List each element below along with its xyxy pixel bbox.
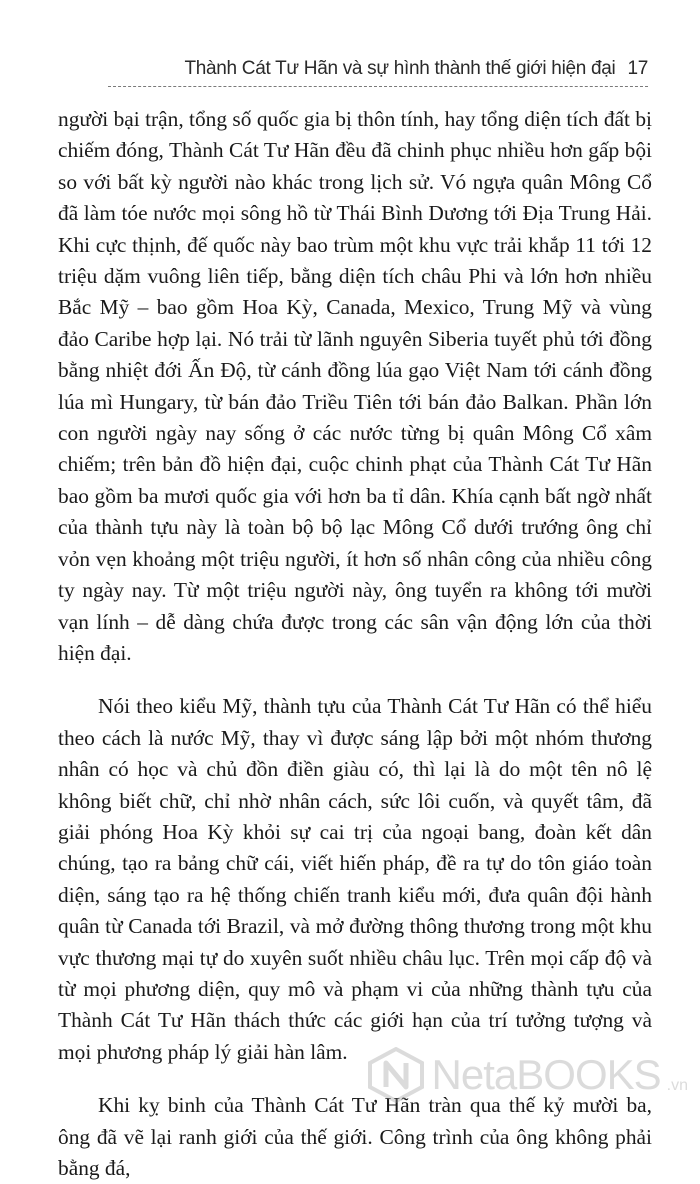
header-divider xyxy=(108,86,648,87)
watermark-brand: NetaBOOKS xyxy=(431,1051,661,1098)
paragraph-3: Khi kỵ binh của Thành Cát Tư Hãn tràn qua thế kỷ mười ba, ông đã vẽ lại ranh giới của thế giới. Công trình của ông không phải bằng đá, xyxy=(58,1093,652,1180)
paragraph-1: người bại trận, tổng số quốc gia bị thôn tính, hay tổng diện tích đất bị chiếm đóng, Thành Cát Tư Hãn đều đã chinh phục nhiều hơn gấp bội so với bất kỳ người nào khác trong lịch sử. Vó ngựa quân Mông Cổ đã làm tóe nước mọi sông hồ từ Thái Bình Dương tới Địa Trung Hải. Khi cực thịnh, đế quốc này bao trùm một khu vực trải khắp 11 tới 12 triệu dặm vuông liên tiếp, bằng diện tích châu Phi và lớn hơn nhiều Bắc Mỹ – bao gồm Hoa Kỳ, Canada, Mexico, Trung Mỹ và vùng đảo Caribe hợp lại. Nó trải từ lãnh nguyên Siberia tuyết phủ tới đồng bằng nhiệt đới Ấn Độ, từ cánh đồng lúa gạo Việt Nam tới cánh đồng lúa mì Hungary, từ bán đảo Triều Tiên tới bán đảo Balkan. Phần lớn con người ngày nay sống ở các nước từng bị quân Mông Cổ xâm chiếm; trên bản đồ hiện đại, cuộc chinh phạt của Thành Cát Tư Hãn bao gồm ba mươi quốc gia với hơn ba tỉ dân. Khía cạnh bất ngờ nhất của thành tựu này là toàn bộ bộ lạc Mông Cổ dưới trướng ông chỉ vỏn vẹn khoảng một triệu người, ít hơn số nhân công của nhiều công ty ngày nay. Từ một triệu người này, ông tuyển ra không tới mười vạn lính – dễ dàng chứa được trong các sân vận động lớn của thời hiện đại. xyxy=(58,107,652,665)
netabooks-logo-icon xyxy=(366,1047,426,1103)
watermark xyxy=(366,1047,688,1103)
running-header xyxy=(110,58,648,80)
watermark-suffix: .vn xyxy=(666,1077,688,1094)
body-text xyxy=(58,104,652,1184)
page-number: 17 xyxy=(627,58,648,79)
chapter-title: Thành Cát Tư Hãn và sự hình thành thế giới hiện đại xyxy=(184,58,616,79)
paragraph-2: Nói theo kiểu Mỹ, thành tựu của Thành Cát Tư Hãn có thể hiểu theo cách là nước Mỹ, thay vì được sáng lập bởi một nhóm thương nhân có học và chủ đồn điền giàu có, thì lại là do một tên nô lệ không biết chữ, chỉ nhờ nhân cách, sức lôi cuốn, và quyết tâm, đã giải phóng Hoa Kỳ khỏi sự cai trị của ngoại bang, đoàn kết dân chúng, tạo ra bảng chữ cái, viết hiến pháp, đề ra tự do tôn giáo toàn diện, sáng tạo ra hệ thống chiến tranh kiểu mới, đưa quân đội hành quân từ Canada tới Brazil, và mở đường thông thương trong một khu vực thương mại tự do xuyên suốt nhiều châu lục. Trên mọi cấp độ và từ mọi phương diện, quy mô và phạm vi của những thành tựu của Thành Cát Tư Hãn thách thức các giới hạn của trí tưởng tượng và mọi phương pháp lý giải hàn lâm. xyxy=(58,694,652,1064)
